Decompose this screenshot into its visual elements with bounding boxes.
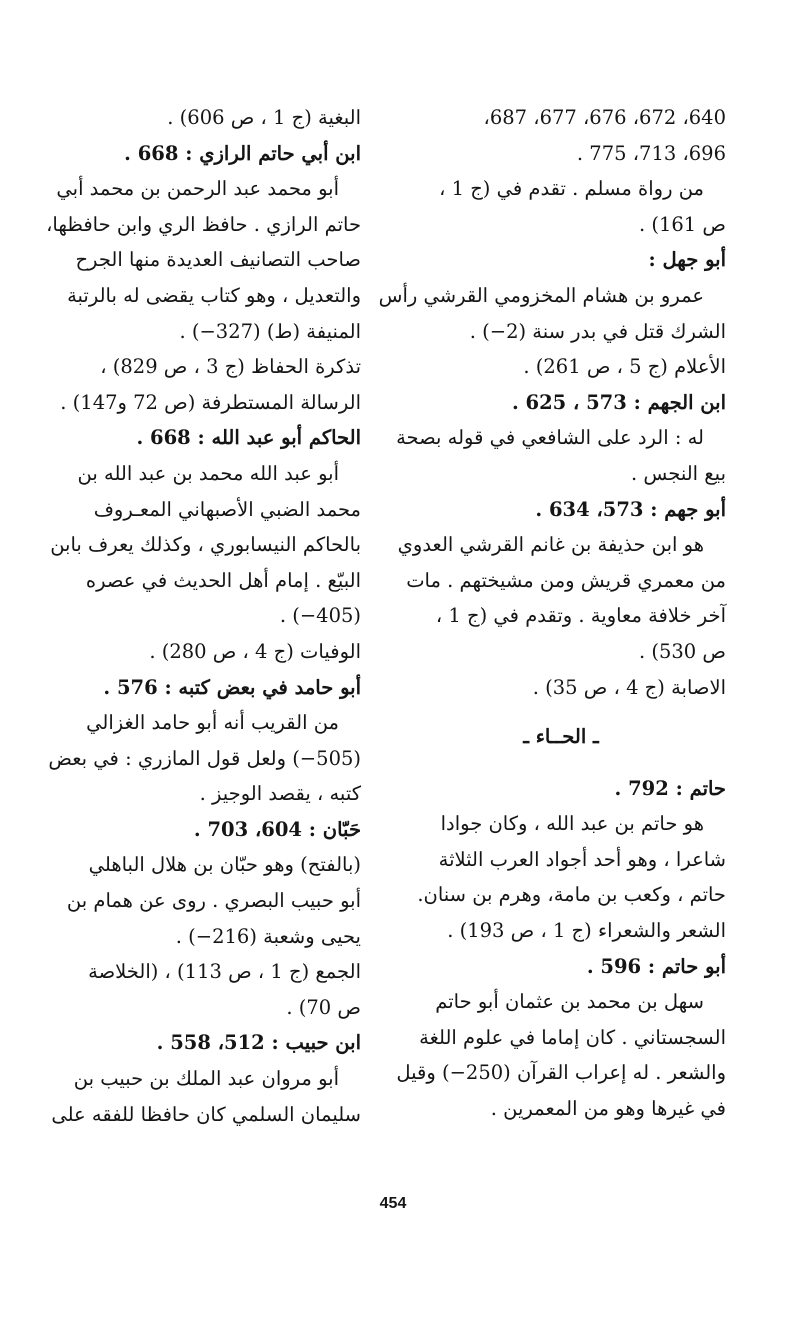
entry-heading: أبو حامد في بعض كتبه : 576 . — [103, 675, 361, 699]
entry-heading: الحاكم أبو عبد الله : 668 . — [136, 426, 361, 450]
entry-heading: ابن الجهم : 573 ، 625 . — [511, 390, 726, 414]
text-line: والشعر . له إعراب القرآن (250−) وقيل — [396, 1061, 726, 1085]
text-line: سهل بن محمد بن عثمان أبو حاتم — [435, 990, 704, 1014]
text-line: له : الرد على الشافعي في قوله بصحة — [396, 426, 704, 450]
entry-heading: ابن حبيب : 512، 558 . — [156, 1031, 361, 1055]
text-line: السجستاني . كان إماما في علوم اللغة — [419, 1025, 726, 1049]
text-line: الجمع (ج 1 ، ص 113) ، (الخلاصة — [88, 960, 361, 984]
entry-heading: أبو حاتم : 596 . — [586, 954, 726, 978]
text-line: الشرك قتل في بدر سنة (2−) . — [469, 319, 726, 343]
right-column — [378, 100, 726, 1127]
text-line: بيع النجس . — [631, 461, 726, 485]
text-line: الاصابة (ج 4 ، ص 35) . — [532, 675, 726, 699]
text-line: 640، 672، 676، 677، 687، — [483, 106, 726, 129]
text-line: من رواة مسلم . تقدم في (ج 1 ، — [439, 177, 704, 201]
entry-heading: أبو جهل : — [648, 248, 726, 272]
text-line: ص 161) . — [638, 212, 726, 236]
text-line: من القريب أنه أبو حامد الغزالي — [86, 711, 339, 735]
text-line: ص 70) . — [286, 995, 361, 1019]
entry-heading: حاتم : 792 . — [614, 776, 726, 800]
text-line: البيّع . إمام أهل الحديث في عصره — [85, 568, 361, 592]
text-line: يحيى وشعبة (216−) . — [175, 924, 361, 948]
text-line: في غيرها وهو من المعمرين . — [490, 1097, 726, 1121]
text-line: 696، 713، 775 . — [576, 141, 726, 165]
text-line: أبو مروان عبد الملك بن حبيب بن — [73, 1067, 339, 1091]
text-line: شاعرا ، وهو أحد أجواد العرب الثلاثة — [438, 847, 726, 871]
section-heading: ـ الحــاء ـ — [523, 725, 599, 749]
text-line: أبو عبد الله محمد بن عبد الله بن — [77, 461, 339, 485]
text-line: أبو حبيب البصري . روى عن همام بن — [66, 889, 361, 913]
left-column — [26, 100, 361, 1132]
text-line: الوفيات (ج 4 ، ص 280) . — [149, 639, 361, 663]
text-line: سليمان السلمي كان حافظا للفقه على — [51, 1102, 361, 1126]
text-line: الأعلام (ج 5 ، ص 261) . — [523, 355, 726, 379]
text-line: صاحب التصانيف العديدة منها الجرح — [75, 248, 361, 272]
text-line: حاتم ، وكعب بن مامة، وهرم بن سنان. — [417, 883, 726, 907]
text-line: المنيفة (ط) (327−) . — [179, 319, 361, 343]
entry-heading: حَبّان : 604، 703 . — [193, 817, 361, 841]
text-line: (505−) ولعل قول المازري : في بعض — [48, 746, 361, 770]
text-line: (بالفتح) وهو حبّان بن هلال الباهلي — [88, 853, 361, 877]
text-line: والتعديل ، وهو كتاب يقضى له بالرتبة — [67, 283, 361, 307]
text-line: البغية (ج 1 ، ص 606) . — [167, 106, 361, 129]
text-line: تذكرة الحفاظ (ج 3 ، ص 829) ، — [100, 355, 361, 379]
page-number: 454 — [379, 1195, 407, 1212]
text-line: أبو محمد عبد الرحمن بن محمد أبي — [56, 177, 339, 201]
text-line: محمد الضبي الأصبهاني المعـروف — [93, 497, 361, 521]
text-line: الشعر والشعراء (ج 1 ، ص 193) . — [447, 919, 726, 943]
text-line: آخر خلافة معاوية . وتقدم في (ج 1 ، — [435, 604, 726, 628]
text-line: هو ابن حذيفة بن غانم القرشي العدوي — [397, 533, 704, 557]
text-line: بالحاكم النيسابوري ، وكذلك يعرف بابن — [50, 533, 361, 557]
text-line: من معمري قريش ومن مشيختهم . مات — [406, 568, 726, 592]
text-line: الرسالة المستطرفة (ص 72 و147) . — [60, 390, 361, 414]
text-line: ص 530) . — [638, 639, 726, 663]
entry-heading: أبو جهم : 573، 634 . — [535, 497, 726, 521]
text-line: كتبه ، يقصد الوجيز . — [199, 782, 361, 806]
text-line: (405−) . — [279, 604, 361, 628]
text-line: هو حاتم بن عبد الله ، وكان جوادا — [440, 812, 704, 836]
entry-heading: ابن أبي حاتم الرازي : 668 . — [124, 141, 361, 165]
text-line: حاتم الرازي . حافظ الري وابن حافظها، — [46, 212, 361, 236]
text-line: عمرو بن هشام المخزومي القرشي رأس — [378, 283, 704, 307]
